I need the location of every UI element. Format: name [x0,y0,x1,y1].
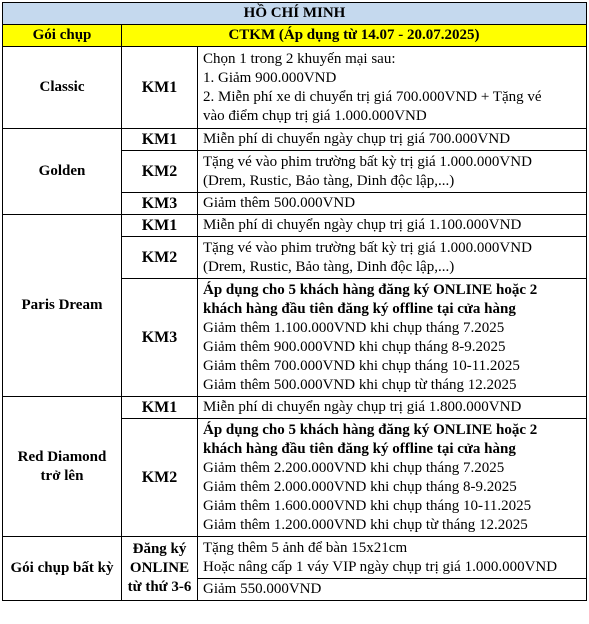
promo-desc [198,47,587,129]
km-label: KM2 [122,151,198,193]
package-name-line: Red Diamond [17,448,107,465]
promo-desc [198,397,587,419]
km-label: KM3 [122,193,198,215]
km-label: KM3 [122,279,198,397]
desc-line: Miễn phí di chuyển ngày chụp trị giá 1.800.000VND [203,399,522,415]
desc-line: Giảm thêm 2.000.000VND khi chụp tháng 8-9.2025 [203,478,517,495]
condition-online [122,537,198,601]
condition-line: từ thứ 3-6 [127,579,192,595]
desc-line: 1. Giảm 900.000VND [203,69,337,86]
desc-line: Giảm 550.000VND [203,581,322,597]
desc-line: Giảm thêm 1.100.000VND khi chụp tháng 7.2025 [203,319,505,336]
condition-line: ONLINE [129,560,190,576]
condition-line: Đăng ký [132,541,187,557]
desc-line: Tặng thêm 5 ảnh để bàn 15x21cm [203,539,408,556]
package-any: Gói chụp bất kỳ [3,537,122,601]
desc-line-bold: khách hàng đầu tiên đăng ký offline tại cửa hàng [203,300,516,317]
package-golden: Golden [3,129,122,215]
promo-desc [198,279,587,397]
header-promo: CTKM (Áp dụng từ 14.07 - 20.07.2025) [122,25,587,47]
desc-line-bold: Áp dụng cho 5 khách hàng đăng ký ONLINE hoặc 2 [203,421,538,438]
desc-line: (Drem, Rustic, Bảo tàng, Dinh độc lập,...) [203,172,455,189]
package-name-line: trở lên [40,467,84,484]
desc-line: Giảm thêm 1.200.000VND khi chụp từ tháng 12.2025 [203,516,528,533]
package-paris-dream: Paris Dream [3,215,122,397]
desc-line: vào điểm chụp trị giá 1.000.000VND [203,107,427,124]
desc-line: Giảm thêm 2.200.000VND khi chụp tháng 7.2025 [203,459,505,476]
desc-line: Giảm thêm 900.000VND khi chụp tháng 8-9.2025 [203,338,506,355]
desc-line: Miễn phí di chuyển ngày chụp trị giá 1.100.000VND [203,217,522,233]
package-classic: Classic [3,47,122,129]
promo-desc [198,215,587,237]
header-package: Gói chụp [3,25,122,47]
region-title: HỒ CHÍ MINH [3,3,587,25]
desc-line-bold: khách hàng đầu tiên đăng ký offline tại cửa hàng [203,440,516,457]
km-label: KM1 [122,215,198,237]
desc-line: Hoặc nâng cấp 1 váy VIP ngày chụp trị giá 1.000.000VND [203,558,558,575]
desc-line: Giảm thêm 700.000VND khi chụp tháng 10-11.2025 [203,357,520,374]
km-label: KM2 [122,237,198,279]
promo-desc [198,129,587,151]
package-red-diamond [3,397,122,537]
km-label: KM1 [122,397,198,419]
desc-line-bold: Áp dụng cho 5 khách hàng đăng ký ONLINE hoặc 2 [203,281,538,298]
desc-line: Giảm thêm 500.000VND [203,195,356,211]
desc-line: Chọn 1 trong 2 khuyến mại sau: [203,50,396,67]
desc-line: Miễn phí di chuyển ngày chụp trị giá 700.000VND [203,131,511,147]
desc-line: Tặng vé vào phim trường bất kỳ trị giá 1.000.000VND [203,239,532,256]
desc-line: 2. Miễn phí xe di chuyển trị giá 700.000VND + Tặng vé [203,88,542,105]
promo-desc [198,419,587,537]
promo-desc [198,237,587,279]
desc-line: Giảm thêm 500.000VND khi chụp từ tháng 12.2025 [203,376,517,393]
promo-desc [198,151,587,193]
promo-desc [198,193,587,215]
km-label: KM2 [122,419,198,537]
km-label: KM1 [122,47,198,129]
promo-desc [198,579,587,601]
desc-line: Tặng vé vào phim trường bất kỳ trị giá 1.000.000VND [203,153,532,170]
promo-table [2,2,587,601]
desc-line: (Drem, Rustic, Bảo tàng, Dinh độc lập,...) [203,258,455,275]
desc-line: Giảm thêm 1.600.000VND khi chụp tháng 10-11.2025 [203,497,532,514]
km-label: KM1 [122,129,198,151]
promo-desc [198,537,587,579]
